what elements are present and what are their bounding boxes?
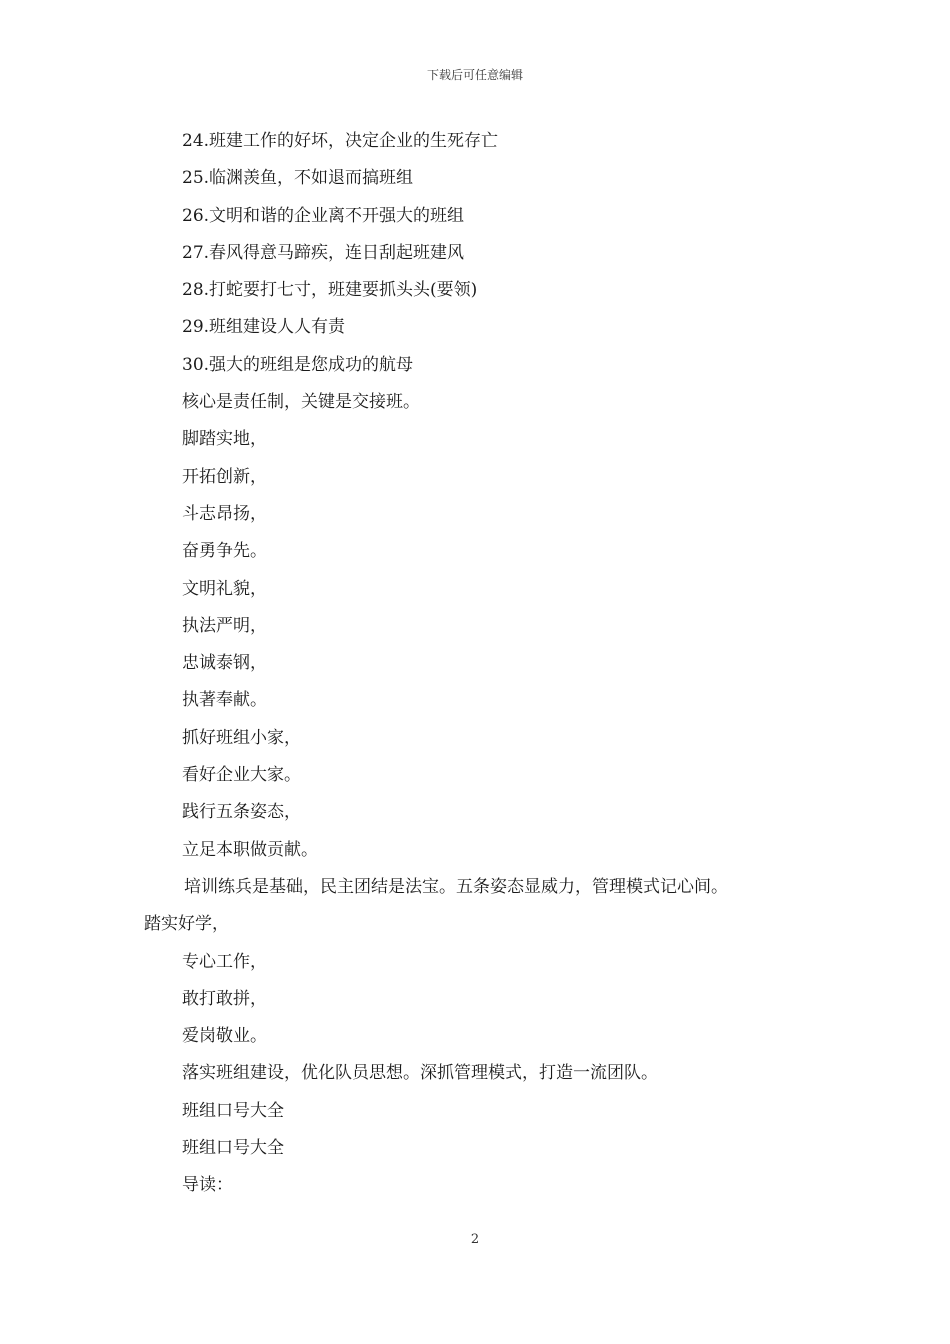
text-line: 30.强大的班组是您成功的航母	[182, 354, 414, 375]
text-line: 26.文明和谐的企业离不开强大的班组	[182, 205, 465, 226]
text-line: 29.班组建设人人有责	[182, 317, 346, 338]
text-line: 立足本职做贡献。	[182, 839, 318, 860]
text-line: 28.打蛇要打七寸，班建要抓头头(要领)	[182, 280, 478, 301]
text-line: 敢打敢拼，	[182, 988, 267, 1009]
text-line: 斗志昂扬，	[182, 503, 267, 524]
text-line: 爱岗敬业。	[182, 1026, 267, 1047]
page-number: 2	[470, 1232, 480, 1247]
text-line: 执法严明，	[182, 615, 267, 636]
text-line: 执著奉献。	[182, 690, 267, 711]
text-line: 导读：	[182, 1175, 233, 1196]
text-line: 奋勇争先。	[182, 541, 267, 562]
text-line: 落实班组建设，优化队员思想。深抓管理模式，打造一流团队。	[182, 1063, 658, 1084]
text-line: 文明礼貌，	[182, 578, 267, 599]
text-line: 专心工作，	[182, 951, 267, 972]
text-line: 24.班建工作的好坏，决定企业的生死存亡	[182, 131, 499, 151]
text-line: 核心是责任制，关键是交接班。	[182, 392, 420, 413]
page-header: 下载后可任意编辑	[426, 68, 523, 82]
text-line: 25.临渊羡鱼，不如退而搞班组	[182, 168, 414, 189]
text-line: 开拓创新，	[182, 466, 267, 487]
text-line: 看好企业大家。	[182, 765, 301, 786]
text-line: 班组口号大全	[182, 1138, 284, 1159]
text-line: 27.春风得意马蹄疾，连日刮起班建风	[182, 242, 465, 263]
text-line: 班组口号大全	[182, 1100, 284, 1121]
document-body	[144, 123, 824, 1205]
text-line: 培训练兵是基础，民主团结是法宝。五条姿态显威力，管理模式记心间。	[184, 876, 728, 897]
text-line: 忠诚泰钢，	[182, 653, 267, 674]
text-line: 抓好班组小家，	[182, 727, 301, 748]
text-line: 脚踏实地，	[182, 429, 267, 450]
text-line: 踏实好学，	[144, 914, 229, 935]
text-line: 践行五条姿态，	[182, 802, 301, 823]
